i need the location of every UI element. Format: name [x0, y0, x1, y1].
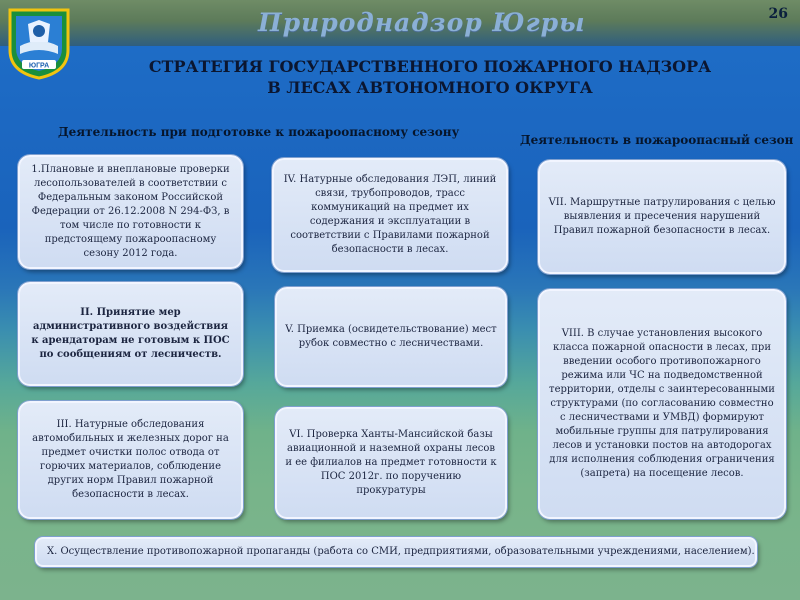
item-text-1: 1.Плановые и внеплановые проверки лесопользователей в соответствии с Федеральным законом Российской Федерации от 26.12.2008 N 294-ФЗ, в том числе по готовности к предстоящему пожароопасному сезону 2012 года.: [31, 164, 230, 259]
title-line-1: СТРАТЕГИЯ ГОСУДАРСТВЕННОГО ПОЖАРНОГО НАДЗОРА: [148, 57, 712, 76]
page-number: 26: [768, 6, 788, 22]
item-text-3: III. Натурные обследования автомобильных и железных дорог на предмет очистки полос отвода от горючих материалов, соблюдение других норм Правил пожарной безопасности в лесах.: [32, 419, 229, 500]
item-box-2: [18, 282, 243, 386]
item-box-6: [275, 407, 507, 519]
item-text-7: VII. Маршрутные патрулирования с целью выявления и пресечения нарушений Правил пожарной безопасности в лесах.: [548, 197, 776, 236]
item-text-8: VIII. В случае установления высокого класса пожарной опасности в лесах, при введении особого противопожарного режима или ЧС на подведомственной территории, отделы с заинтересованными структурами (по согласованию совместно с лесничествами и УМВД) формируют мобильные группы для патрулирования лесов и установки постов на автодорогах для исполнения соблюдения ограничения (запрета) на посещение лесов.: [549, 328, 775, 479]
item-text-5: V. Приемка (освидетельствование) мест рубок совместно с лесничествами.: [285, 324, 497, 349]
item-text-4: IV. Натурные обследования ЛЭП, линий связи, трубопроводов, трасс коммуникаций на предмет их содержания и эксплуатации в соответствии с Правилами пожарной безопасности в лесах.: [283, 174, 497, 255]
brand-title: Природнадзор Югры: [258, 8, 586, 37]
item-text-2: II. Принятие мер административного воздействия к арендаторам не готовым к ПОС по сообщениям от лесничеств.: [31, 307, 230, 360]
item-box-5: [275, 287, 507, 387]
svg-text:ЮГРА: ЮГРА: [28, 62, 50, 70]
item-box-7: [538, 160, 786, 274]
item-box-4: [272, 158, 508, 272]
title-line-2: В ЛЕСАХ АВТОНОМНОГО ОКРУГА: [267, 78, 593, 97]
page-title: [120, 56, 740, 98]
column-heading-preparation: Деятельность при подготовке к пожароопасному сезону: [58, 125, 460, 139]
item-box-10: [35, 537, 757, 567]
column-heading-season: Деятельность в пожароопасный сезон: [520, 133, 794, 147]
item-text-6: VI. Проверка Ханты-Мансийской базы авиационной и наземной охраны лесов и ее филиалов на предмет готовности к ПОС 2012г. по поручению прокуратуры: [285, 429, 497, 496]
item-text-10: X. Осуществление противопожарной пропаганды (работа со СМИ, предприятиями, образовательными учреждениями, населением).: [47, 546, 755, 557]
item-box-8: [538, 289, 786, 519]
coat-of-arms-icon: [6, 6, 72, 80]
item-box-1: [18, 155, 243, 269]
item-box-3: [18, 401, 243, 519]
